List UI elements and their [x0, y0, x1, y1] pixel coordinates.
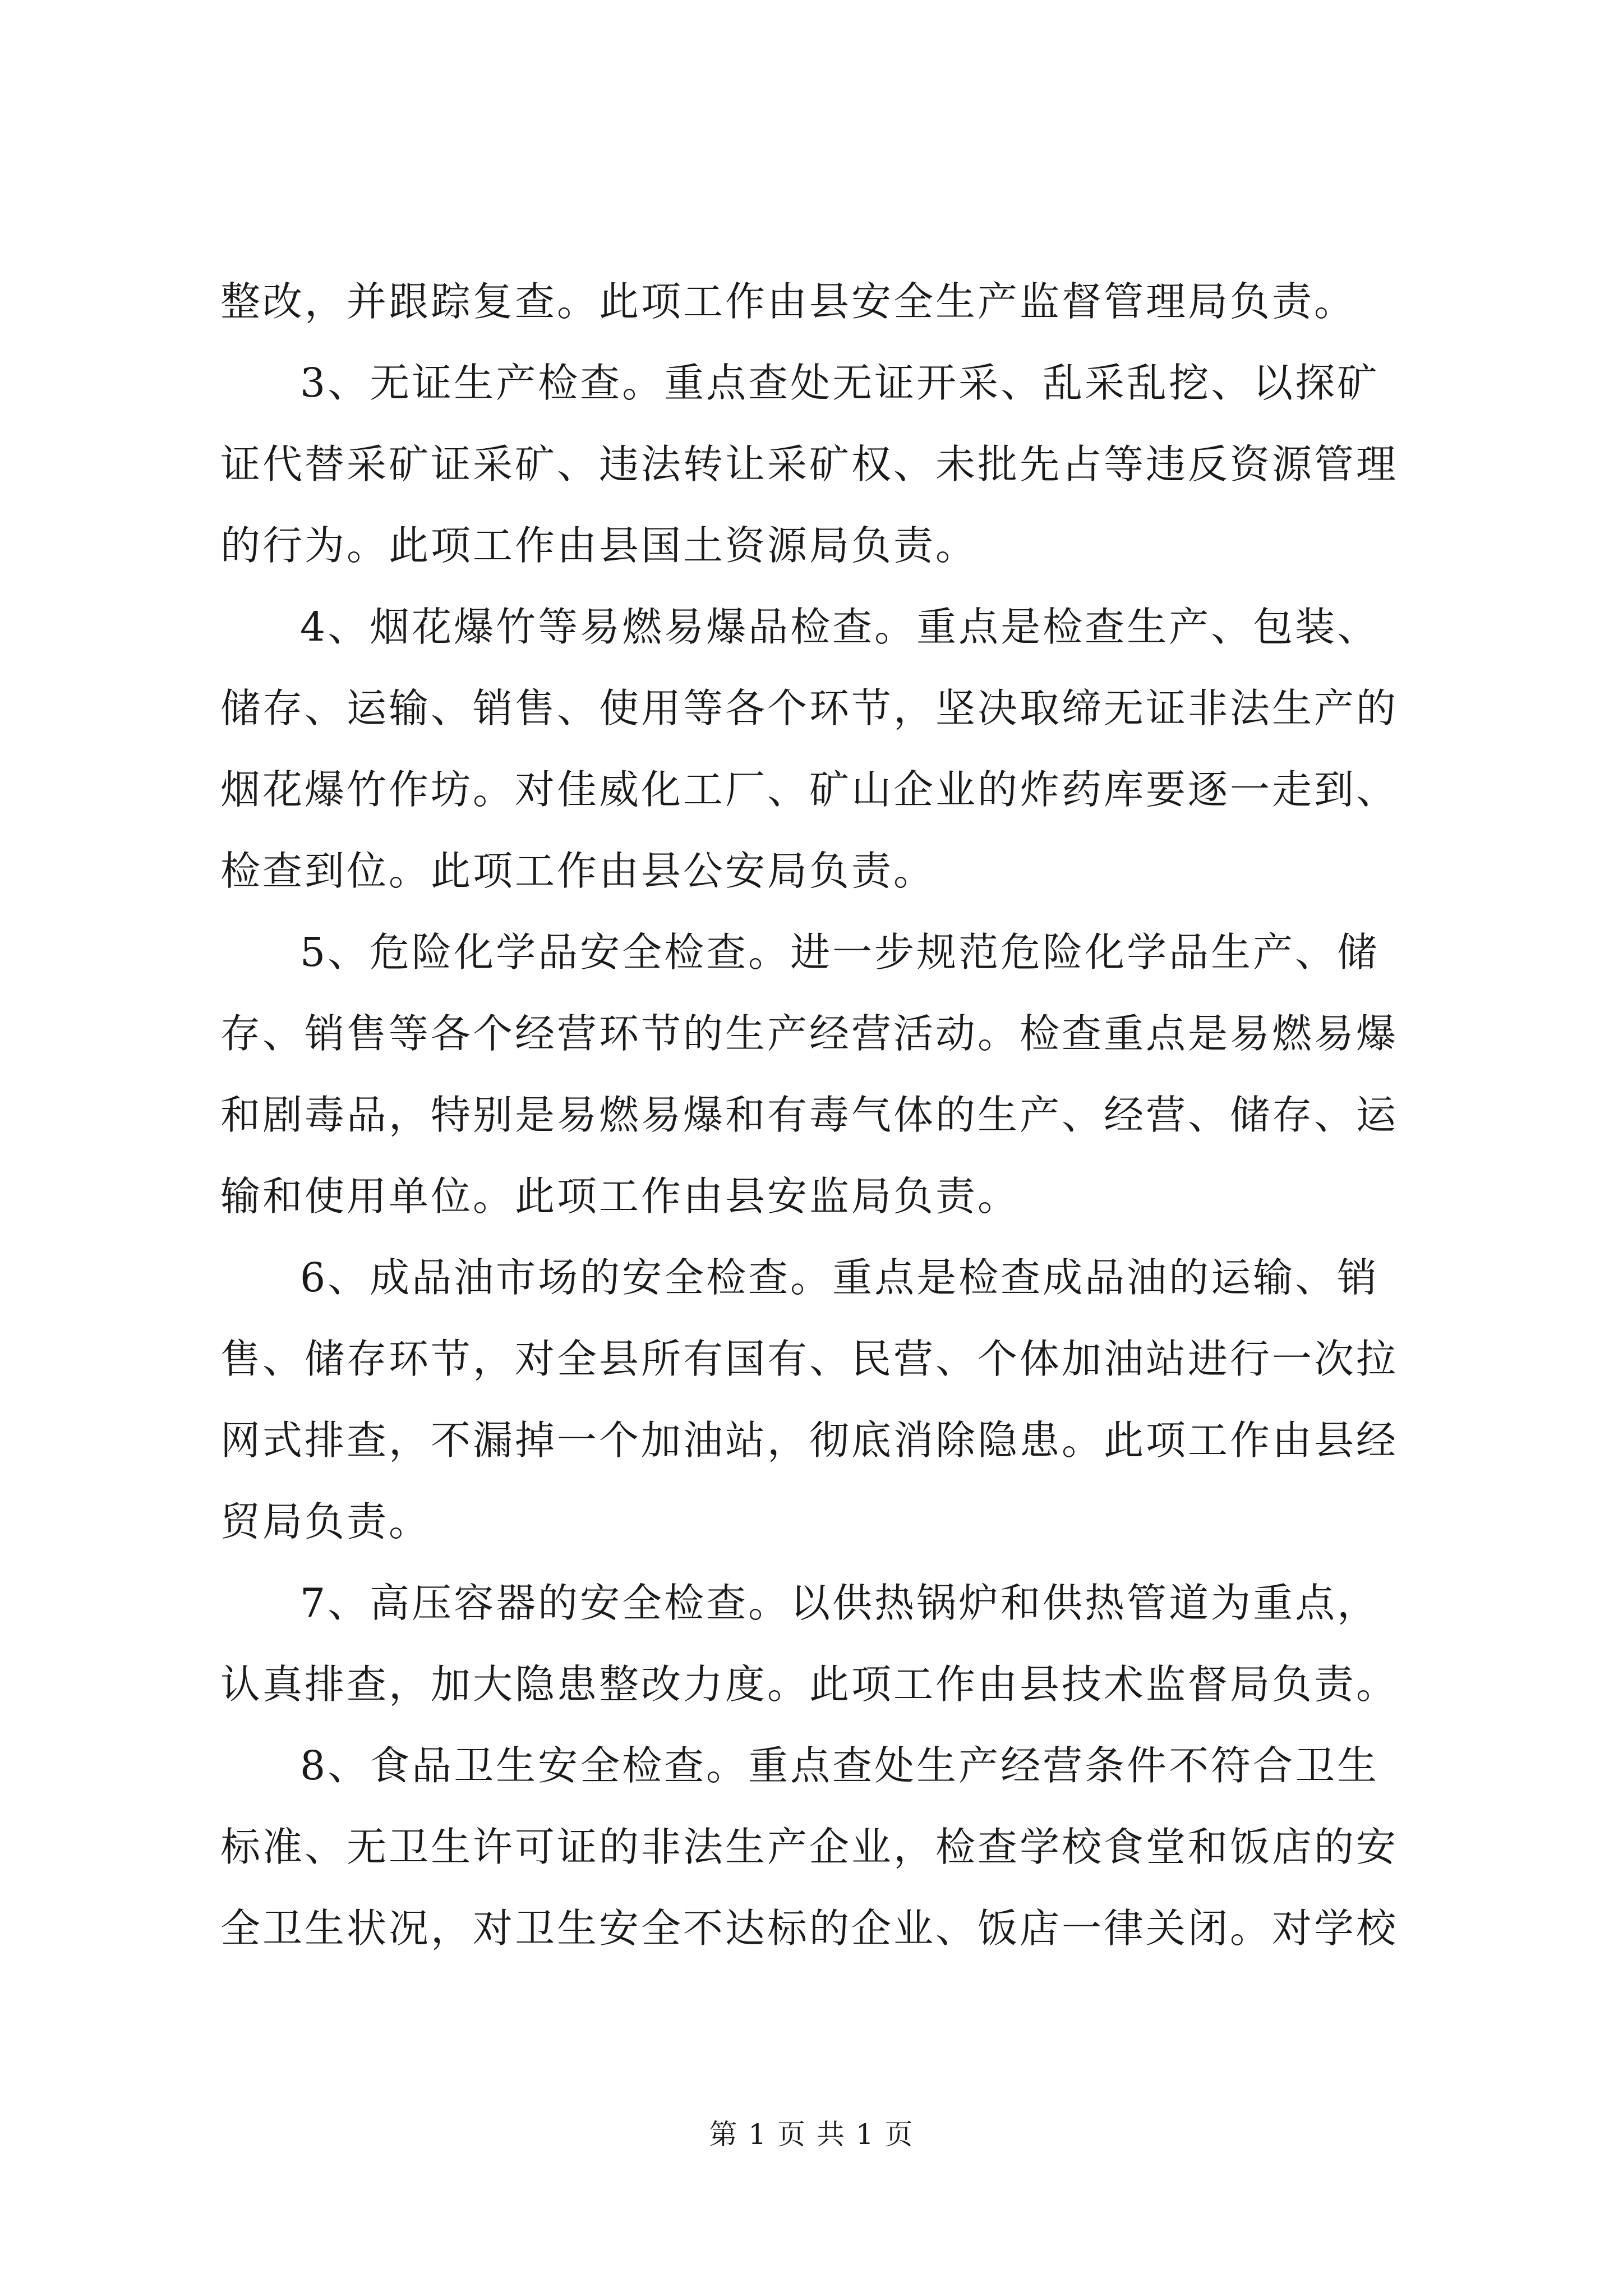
text-line: 5、危险化学品安全检查。进一步规范危险化学品生产、储 — [300, 929, 1380, 976]
document-body — [220, 261, 1415, 1969]
text-line: 全卫生状况，对卫生安全不达标的企业、饭店一律关闭。对学校 — [220, 1905, 1399, 1952]
text-line: 标准、无卫生许可证的非法生产企业，检查学校食堂和饭店的安 — [220, 1824, 1399, 1870]
text-line: 证代替采矿证采矿、违法转让采矿权、未批先占等违反资源管理 — [220, 441, 1399, 487]
text-line: 认真排查，加大隐患整改力度。此项工作由县技术监督局负责。 — [220, 1661, 1399, 1708]
text-line: 7、高压容器的安全检查。以供热锅炉和供热管道为重点， — [300, 1580, 1380, 1626]
text-line: 存、销售等各个经营环节的生产经营活动。检查重点是易燃易爆 — [220, 1010, 1399, 1057]
text-line: 6、成品油市场的安全检查。重点是检查成品油的运输、销 — [300, 1254, 1380, 1301]
text-line: 4、烟花爆竹等易燃易爆品检查。重点是检查生产、包装、 — [300, 604, 1380, 650]
text-line: 烟花爆竹作坊。对佳威化工厂、矿山企业的炸药库要逐一走到、 — [220, 766, 1399, 813]
text-line: 贸局负责。 — [220, 1498, 431, 1545]
text-line: 网式排查，不漏掉一个加油站，彻底消除隐患。此项工作由县经 — [220, 1417, 1399, 1464]
text-line: 储存、运输、销售、使用等各个环节，坚决取缔无证非法生产的 — [220, 685, 1399, 731]
text-line: 整改，并跟踪复查。此项工作由县安全生产监督管理局负责。 — [220, 278, 1357, 325]
text-line: 检查到位。此项工作由县公安局负责。 — [220, 848, 936, 894]
text-line: 8、食品卫生安全检查。重点查处生产经营条件不符合卫生 — [300, 1742, 1380, 1789]
text-line: 和剧毒品，特别是易燃易爆和有毒气体的生产、经营、储存、运 — [220, 1092, 1399, 1138]
page-footer: 第 1 页 共 1 页 — [709, 2118, 914, 2151]
text-line: 3、无证生产检查。重点查处无证开采、乱采乱挖、以探矿 — [300, 360, 1380, 406]
text-line: 的行为。此项工作由县国土资源局负责。 — [220, 522, 978, 569]
text-line: 输和使用单位。此项工作由县安监局负责。 — [220, 1173, 1020, 1220]
text-line: 售、储存环节，对全县所有国有、民营、个体加油站进行一次拉 — [220, 1336, 1399, 1382]
